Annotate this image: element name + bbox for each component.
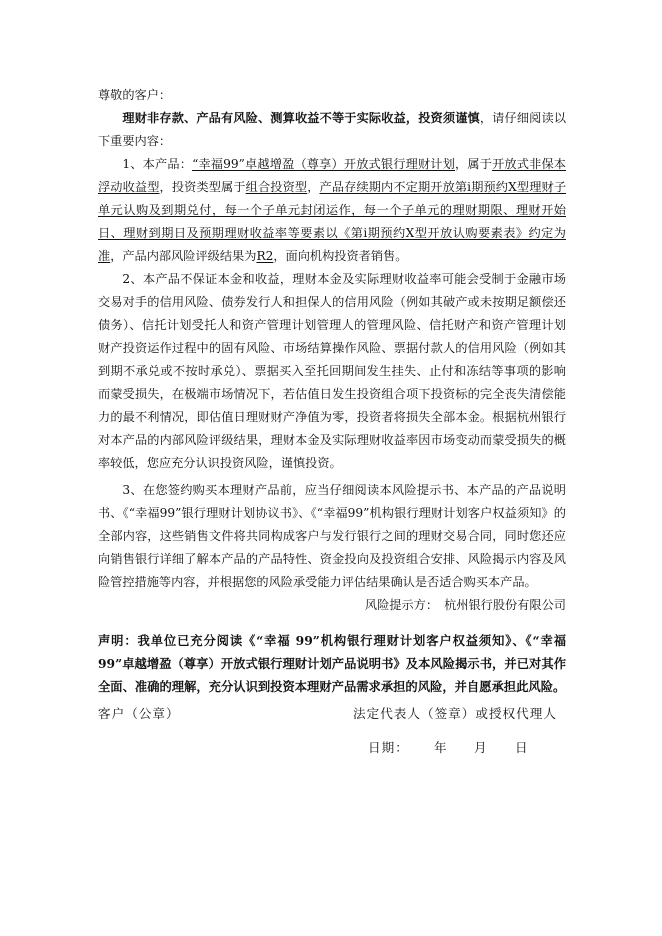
product-name: “幸福99”卓越增盈（尊享）开放式银行理财计划 xyxy=(192,157,455,171)
item-1-text: ，面向机构投资者销售。 xyxy=(273,249,408,263)
item-1-text: 1、本产品： xyxy=(122,157,193,171)
date-day: 日 xyxy=(515,740,529,755)
declaration: 声明：我单位已充分阅读《“幸福 99”机构银行理财计划客户权益须知》、《“幸福 99”卓越增盈（尊享）开放式银行理财计划产品说明书》及本风险揭示书，并已对其作全面、准确的理解，充分认识到投资本理财产品需求承担的风险，并自愿承担此风险。 xyxy=(98,633,566,694)
investment-type: 组合投资型 xyxy=(245,180,308,194)
legal-representative-label: 法定代表人（签章）或授权代理人 xyxy=(353,706,557,721)
item-1-text: ， xyxy=(307,180,320,194)
date-year: 年 xyxy=(434,740,448,755)
item-2-paragraph: 2、本产品不保证本金和收益，理财本金及实际理财收益率可能会受制于金融市场交易对手的信用风险、债券发行人和担保人的信用风险（例如其破产或未按期足额偿还债务）、信托计划受托人和资产管理计划管理人的管理风险、信托财产和资产管理计划财产投资运作过程中的固有风险、市场结算操作风险、票据付款人的信用风险（例如其到期不承兑或不按时承兑）、票据买入至托回期间发生挂失、止付和冻结等事项的影响而蒙受损失，在极端市场情况下，若估值日发生投资组合项下投资标的完全丧失清偿能力的最不利情况，即估值日理财财产净值为零，投资者将损失全部本金。根据杭州银行对本产品的内部风险评级结果，理财本金及实际理财收益率因市场变动而蒙受损失的概率较低，您应充分认识投资风险，谨慎投资。 xyxy=(98,272,566,470)
product-type: 开放式非保本浮动收益型 xyxy=(98,157,566,194)
salutation: 尊敬的客户： xyxy=(98,88,172,102)
risk-warning-bold: 理财非存款、产品有风险、测算收益不等于实际收益，投资须谨慎 xyxy=(122,111,480,125)
risk-warning-rest: ，请仔细阅读以下重要内容： xyxy=(98,111,567,148)
item-1-text: ，属于 xyxy=(455,157,493,171)
subscription-terms: 产品存续期内不定期开放第i期预约X型理财子单元认购及到期兑付，每一个子单元封闭运作，每一个子单元的理财期限、理财开始日、理财到期日及预期理财收益率等要素以《第i期预约X型开放认购要素表》约定为准 xyxy=(98,180,567,263)
item-1-paragraph xyxy=(98,153,566,268)
item-1-text: ，产品内部风险评级结果为 xyxy=(110,249,257,263)
risk-rating: R2 xyxy=(256,249,274,263)
date-label: 日期： xyxy=(368,740,409,755)
item-3-paragraph: 3、在您签约购买本理财产品前，应当仔细阅读本风险提示书、本产品的产品说明书、《“幸福99”银行理财计划协议书》、《“幸福99”机构银行理财计划客户权益须知》的全部内容，这些销售文件将共同构成客户与发行银行之间的理财交易合同，同时您还应向销售银行详细了解本产品的产品特性、资金投向及投资组合安排、风险揭示内容及风险管控措施等内容，并根据您的风险承受能力评估结果确认是否适合购买本产品。 xyxy=(98,483,566,589)
date-month: 月 xyxy=(474,740,488,755)
customer-seal-label: 客户（公章） xyxy=(98,706,180,721)
item-1-text: ，投资类型属于 xyxy=(159,180,246,194)
risk-warning xyxy=(98,107,566,153)
risk-issuer: 风险提示方： 杭州银行股份有限公司 xyxy=(364,598,566,612)
